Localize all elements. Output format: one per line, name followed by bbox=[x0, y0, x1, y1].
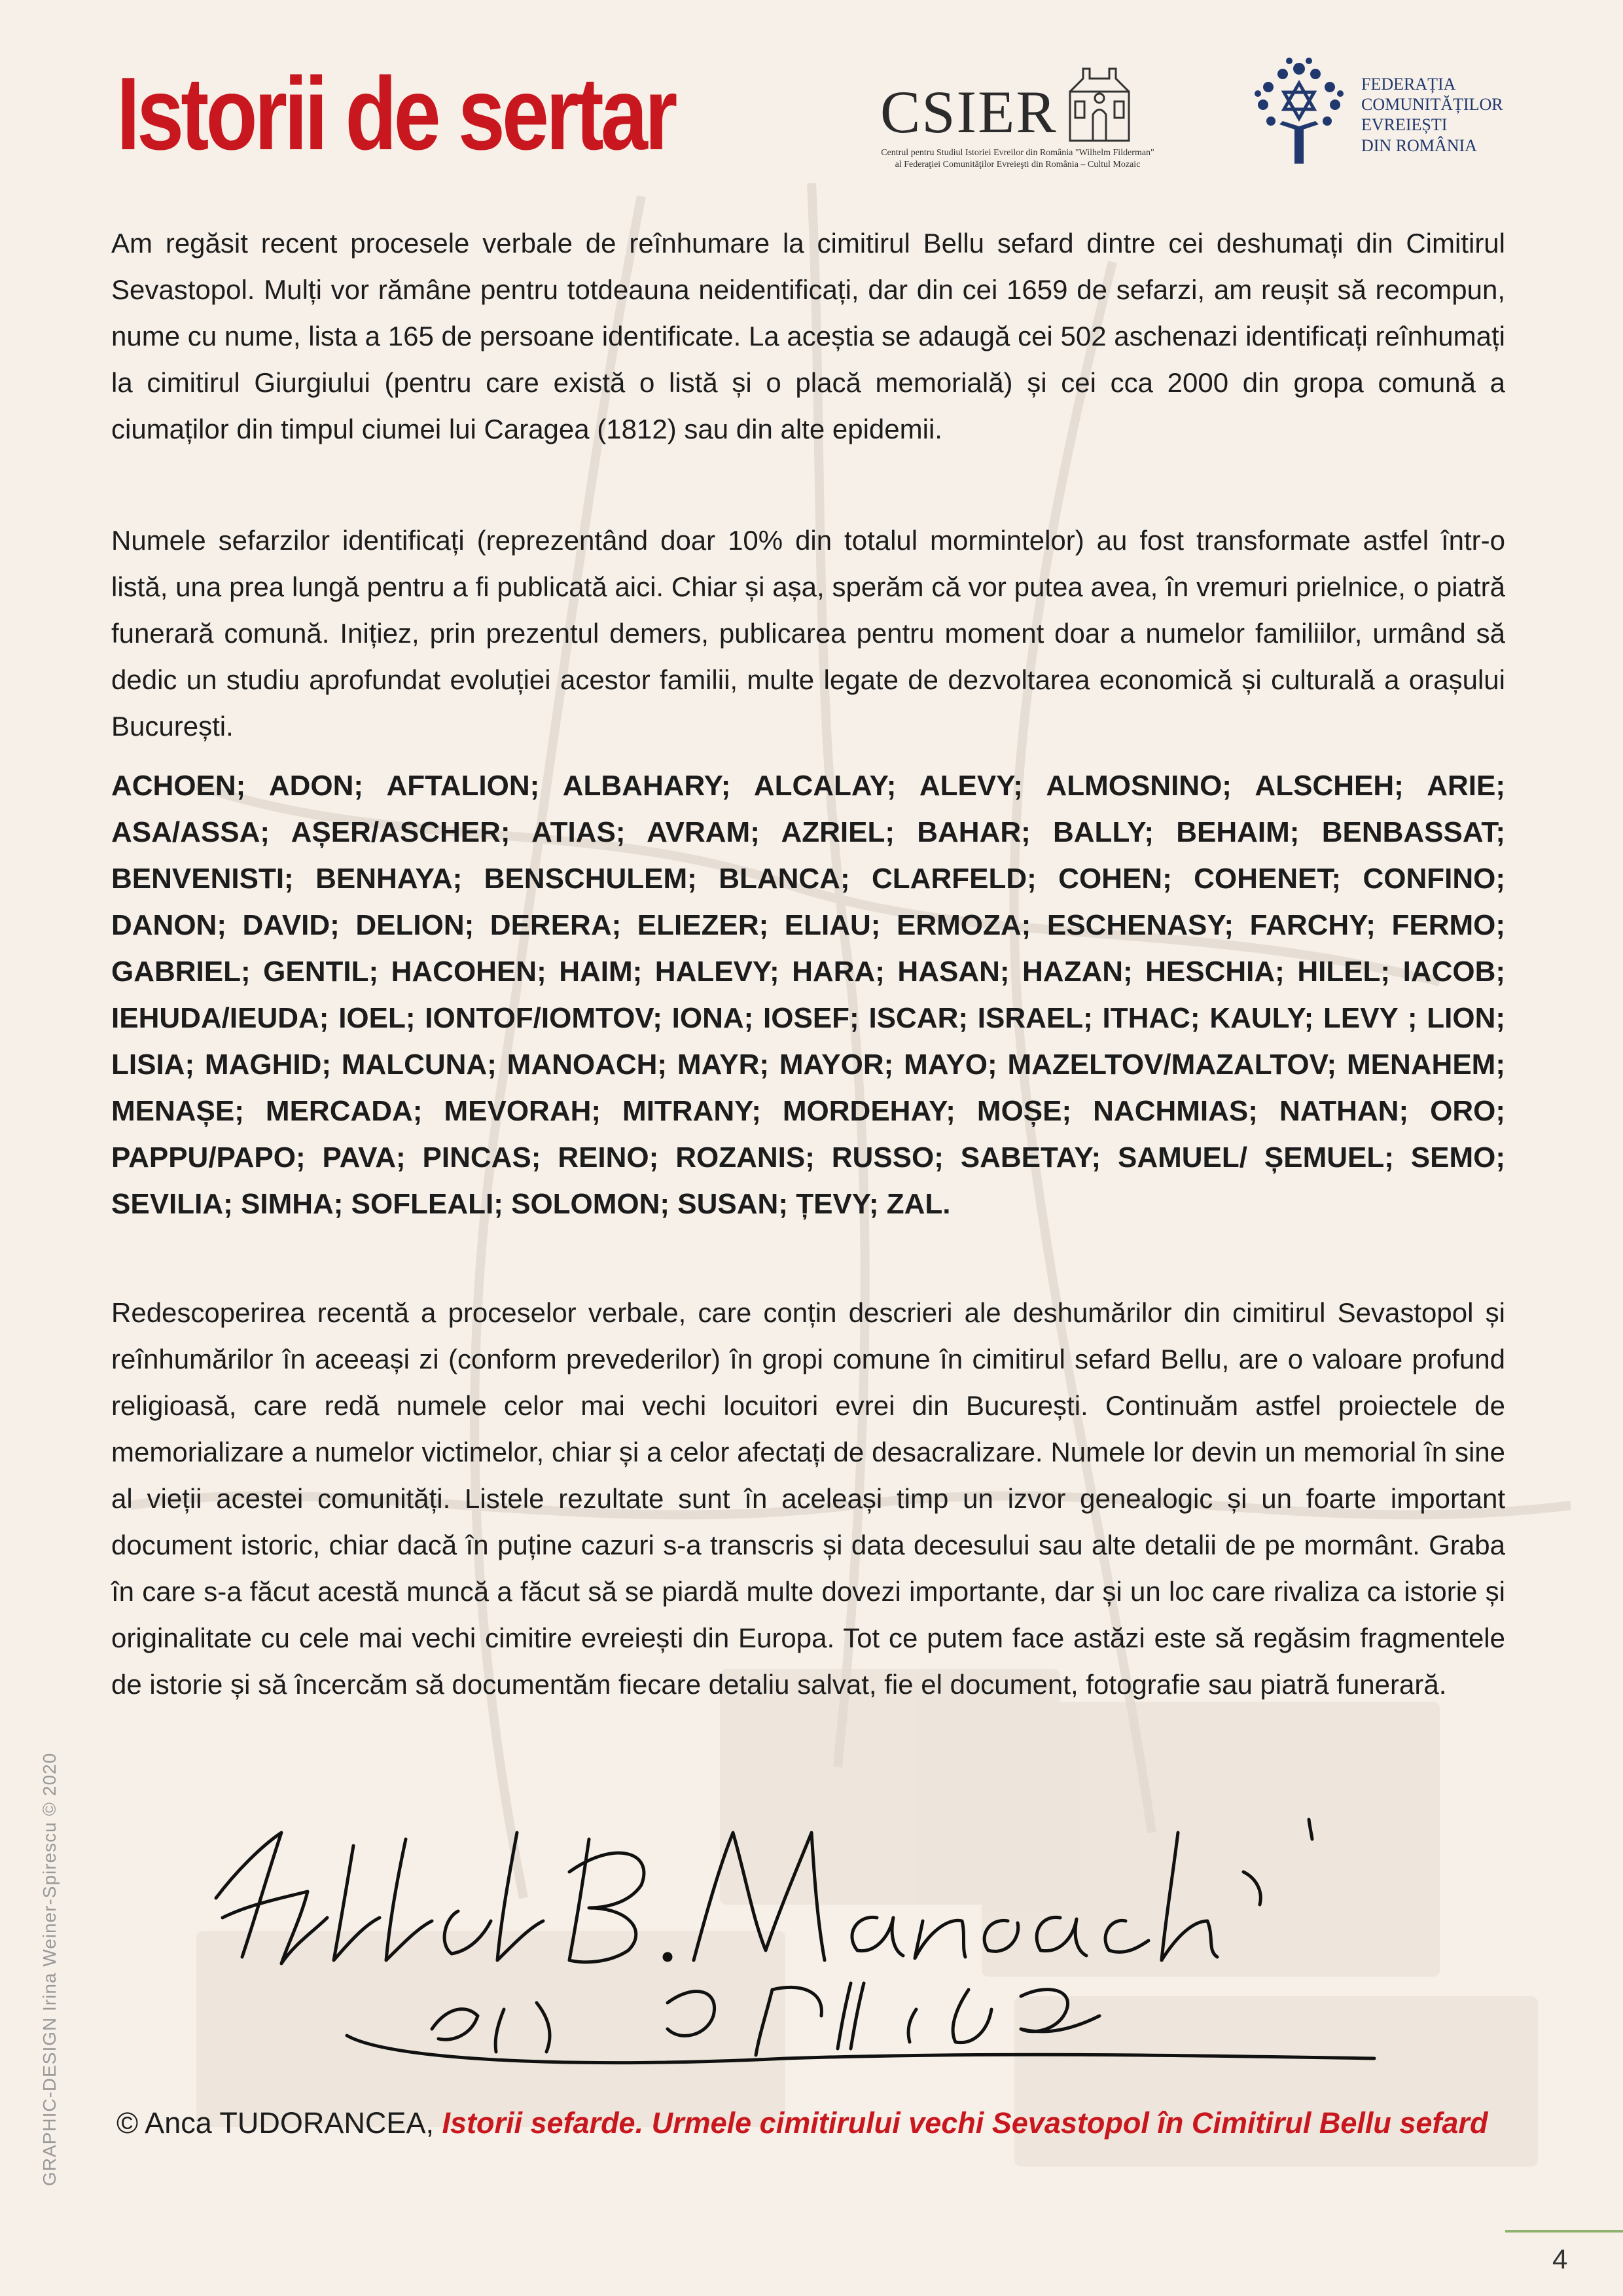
paragraph-rediscovery: Redescoperirea recentă a proceselor verbale, care conțin descrieri ale deshumărilor din cimitirul Sevastopol și reînhumărilor în aceeași zi (conform prevederilor) în gropi comune în cimitirul sefard Bellu, are o valoare profund religioasă, care redă numele celor mai vechi locuitori evrei din București. Continuăm astfel proiectele de memorializare a numelor victimelor, chiar și a celor afectați de desacralizare. Numele lor devin un memorial în sine al vieții acestei comunități. Listele rezultate sunt în aceleași timp un izvor genealogic și un foarte important document istoric, chiar dacă în puține cazuri s-a transcris și data decesului sau alte detalii de pe mormânt. Graba în care s-a făcut acestă muncă a făcut să se piardă multe dovezi importante, dar și un loc care rivaliza ca istorie și originalitate cu cele mai vechi cimitire evreiești din Europa. Tot ce putem face astăzi este să regăsim fragmentele de istorie și să încercăm să documentăm fiecare detaliu salvat, fie el document, fotografie sau piatră funerară. bbox=[111, 1297, 1505, 1700]
csier-subtitle-line2: al Federaţiei Comunităţilor Evreieşti din România – Cultul Mozaic bbox=[895, 159, 1141, 170]
federation-line1: FEDERAȚIA bbox=[1361, 75, 1456, 94]
federation-logo-text bbox=[1361, 74, 1503, 156]
credit-author: © Anca TUDORANCEA, bbox=[116, 2106, 442, 2140]
paragraph-intro: Am regăsit recent procesele verbale de reînhumare la cimitirul Bellu sefard dintre cei deshumați din Cimitirul Sevastopol. Mulți vor rămâne pentru totdeauna neidentificați, dar din cei 1659 de sefarzi, am reușit să recompun, nume cu nume, lista a 165 de persoane identificate. La aceștia se adaugă cei 502 aschenazi identificați reînhumați la cimitirul Giurgiului (pentru care există o listă și o placă memorială) și cei cca 2000 din gropa comună a ciumaților din timpul ciumei lui Caragea (1812) sau din alte epidemii. bbox=[111, 228, 1505, 444]
csier-logo bbox=[880, 65, 1155, 177]
federation-logo bbox=[1243, 56, 1518, 167]
handwritten-signature bbox=[196, 1793, 1440, 2081]
page-number: 4 bbox=[1552, 2244, 1568, 2274]
credit-book-title: Istorii sefarde. Urmele cimitirului vechi Sevastopol în Cimitirul Bellu sefard bbox=[442, 2106, 1488, 2140]
book-credit bbox=[116, 2101, 1507, 2145]
synagogue-icon bbox=[1063, 65, 1135, 144]
federation-line4: DIN ROMÂNIA bbox=[1361, 135, 1477, 155]
star-of-david-tree-icon bbox=[1243, 56, 1355, 167]
csier-logo-text: CSIER bbox=[880, 79, 1058, 145]
federation-line2: COMUNITĂȚILOR bbox=[1361, 95, 1503, 115]
side-design-credit: GRAPHIC-DESIGN Irina Weiner-Spirescu © 2020 bbox=[39, 1752, 60, 2186]
footer-rule bbox=[1505, 2230, 1623, 2233]
federation-line3: EVREIEȘTI bbox=[1361, 115, 1448, 135]
csier-logo-subtitle bbox=[880, 147, 1155, 170]
page-title: Istorii de sertar bbox=[116, 56, 675, 171]
csier-subtitle-line1: Centrul pentru Studiul Istoriei Evreilor din România "Wilhelm Filderman" bbox=[881, 148, 1154, 158]
paragraph-names-context: Numele sefarzilor identificați (reprezentând doar 10% din totalul mormintelor) au fost transformate astfel într-o listă, una prea lungă pentru a fi publicată aici. Chiar și așa, sperăm că vor putea avea, în vremuri prielnice, o piatră funerară comună. Inițiez, prin prezentul demers, publicarea pentru moment doar a numelor familiilor, urmând să dedic un studiu aprofundat evoluției acestor familii, multe legate de dezvoltarea economică și culturală a orașului București. bbox=[111, 525, 1505, 742]
family-names-list: ACHOEN; ADON; AFTALION; ALBAHARY; ALCALAY; ALEVY; ALMOSNINO; ALSCHEH; ARIE; ASA/ASSA; AȘER/ASCHER; ATIAS; AVRAM; AZRIEL; BAHAR; BALLY; BEHAIM; BENBASSAT; BENVENISTI; BENHAYA; BENSCHULEM; BLANCA; CLARFELD; COHEN; COHENET; CONFINO; DANON; DAVID; DELION; DERERA; ELIEZER; ELIAU; ERMOZA; ESCHENASY; FARCHY; FERMO; GABRIEL; GENTIL; HACOHEN; HAIM; HALEVY; HARA; HASAN; HAZAN; HESCHIA; HILEL; IACOB; IEHUDA/IEUDA; IOEL; IONTOF/IOMTOV; IONA; IOSEF; ISCAR; ISRAEL; ITHAC; KAULY; LEVY ; LION; LISIA; MAGHID; MALCUNA; MANOACH; MAYR; MAYOR; MAYO; MAZELTOV/MAZALTOV; MENAHEM; MENAȘE; MERCADA; MEVORAH; MITRANY; MORDEHAY; MOȘE; NACHMIAS; NATHAN; ORO; PAPPU/PAPO; PAVA; PINCAS; REINO; ROZANIS; RUSSO; SABETAY; SAMUEL/ ȘEMUEL; SEMO; SEVILIA; SIMHA; SOFLEALI; SOLOMON; SUSAN; ȚEVY; ZAL. bbox=[111, 770, 1505, 1220]
